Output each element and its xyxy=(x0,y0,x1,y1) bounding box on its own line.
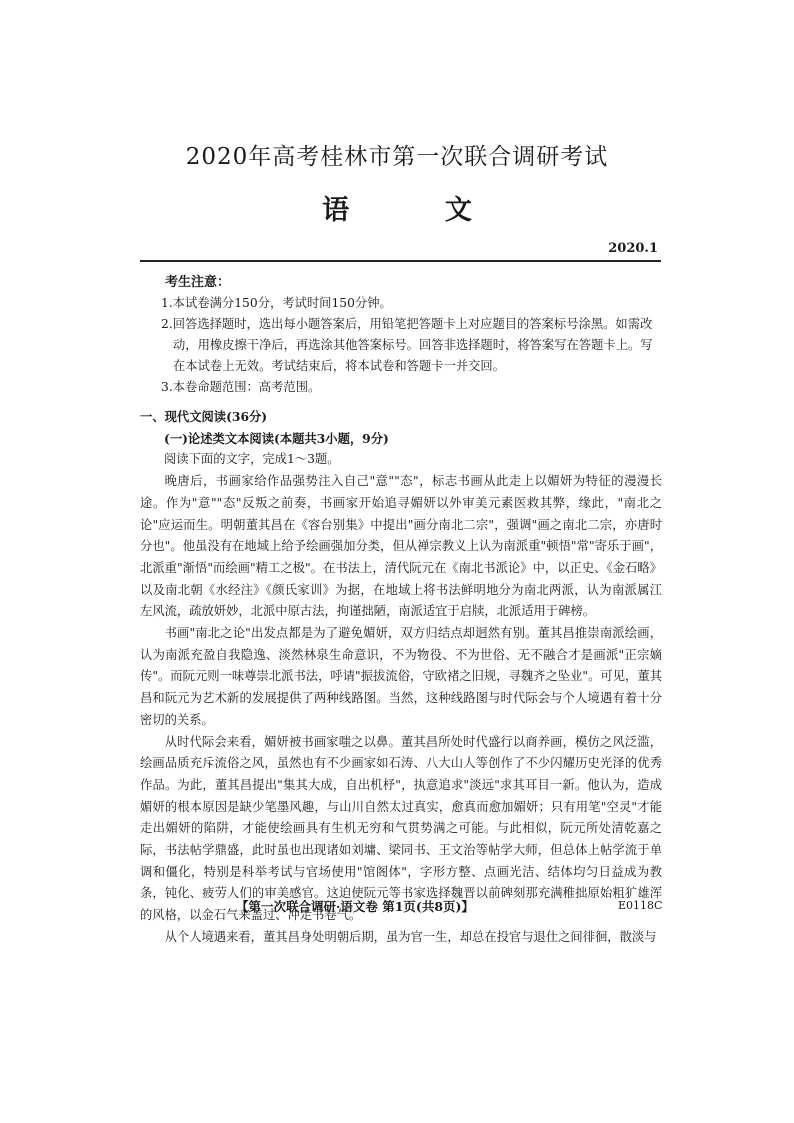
passage-paragraph: 从时代际会来看，媚妍被书画家嗤之以鼻。董其昌所处时代盛行以商养画，模仿之风泛滥，绘画品质充斥流俗之风，虽然也有不少画家如石涛、八大山人等创作了不少闪耀历史光泽的优秀作品。为此，董其昌提出"集其大成，自出机杼"，执意追求"淡远"求其耳目一新。他认为，造成媚妍的根本原因是缺少笔墨风趣，与山川自然太过真实，愈真而愈加媚妍；只有用笔"空灵"才能走出媚妍的陷阱，才能使绘画具有生机无穷和气贯势满之可能。与此相似，阮元所处清乾嘉之际，书法帖学鼎盛，此时虽也出现诸如刘墉、梁同书、王文治等帖学大师，但总体上帖学流于单调和僵化，特别是科举考试与官场使用"馆阁体"，字形方整、点画光洁、结体均匀日益成为教条，钝化、疲劳人们的审美感官。这迫使阮元等书家选择魏晋以前碑刻那充满稚拙原始粗犷雄浑的风格，以金石气来盖过、冲走书卷气。 xyxy=(140,734,662,923)
header-divider xyxy=(140,260,661,262)
exam-title: 2020年高考桂林市第一次联合调研考试 xyxy=(185,144,609,170)
paper-code: E0118C xyxy=(618,899,663,912)
page-footer: 【第一次联合调研·语文卷 第1页(共8页)】 xyxy=(236,899,474,914)
section-heading: 一、现代文阅读(36分) xyxy=(140,409,268,424)
notice-item: 3.本卷命题范围：高考范围。 xyxy=(161,380,321,394)
subject-title: 语 文 xyxy=(322,195,516,226)
exam-date: 2020.1 xyxy=(608,241,658,256)
reading-section xyxy=(140,406,662,949)
candidate-notice xyxy=(157,272,662,398)
notice-item: 1.本试卷满分150分，考试时间150分钟。 xyxy=(161,296,392,310)
reading-instruction: 阅读下面的文字，完成1～3题。 xyxy=(164,452,340,467)
subsection-heading: (一)论述类文本阅读(本题共3小题，9分) xyxy=(164,430,389,446)
notice-item: 2.回答选择题时，选出每小题答案后，用铅笔把答题卡上对应题目的答案标号涂黑。如需改动，用橡皮擦干净后，再选涂其他答案标号。回答非选择题时，将答案写在答题卡上。写在本试卷上无效。考试结束后，将本试卷和答题卡一并交回。 xyxy=(161,317,653,373)
passage-paragraph: 书画"南北之论"出发点都是为了避免媚妍，双方归结点却迥然有别。董其昌推崇南派绘画，认为南派充盈自我隐逸、淡然林泉生命意识，不为物役、不为世俗、无不融合才是画派"正宗嫡传"。而阮元则一味尊崇北派书法，呼请"振拔流俗，守欧褚之旧规，寻魏齐之坠业"。可见，董其昌和阮元为艺术新的发展提供了两种线路图。当然，这种线路图与时代际会与个人境遇有着十分密切的关系。 xyxy=(140,626,662,727)
notice-heading: 考生注意： xyxy=(165,275,231,290)
passage-paragraph: 晚唐后，书画家给作品强势注入自己"意""态"，标志书画从此走上以媚妍为特征的漫漫长途。作为"意""态"反叛之前奏，书画家开始追寻媚妍以外审美元素医救其弊，缘此，"南北之论"应运而生。明朝董其昌在《容台别集》中提出"画分南北二宗"，强调"画之南北二宗，亦唐时分也"。他虽没有在地域上给予绘画强加分类，但从禅宗教义上认为南派重"顿悟"常"寄乐于画"，北派重"渐悟"而绘画"精工之极"。在书法上，清代阮元在《南北书派论》中，以正史、《金石略》以及南北朝《水经注》《颜氏家训》为据，在地域上将书法鲜明地分为南北两派，认为南派属江左风流，疏放妍妙，北派中原古法，拘谨拙陋，南派适宜于启牍，北派适用于碑榜。 xyxy=(140,474,662,619)
passage-paragraph: 从个人境遇来看，董其昌身处明朝后期，虽为官一生，却总在投官与退仕之间徘徊，散淡与 xyxy=(164,929,657,944)
